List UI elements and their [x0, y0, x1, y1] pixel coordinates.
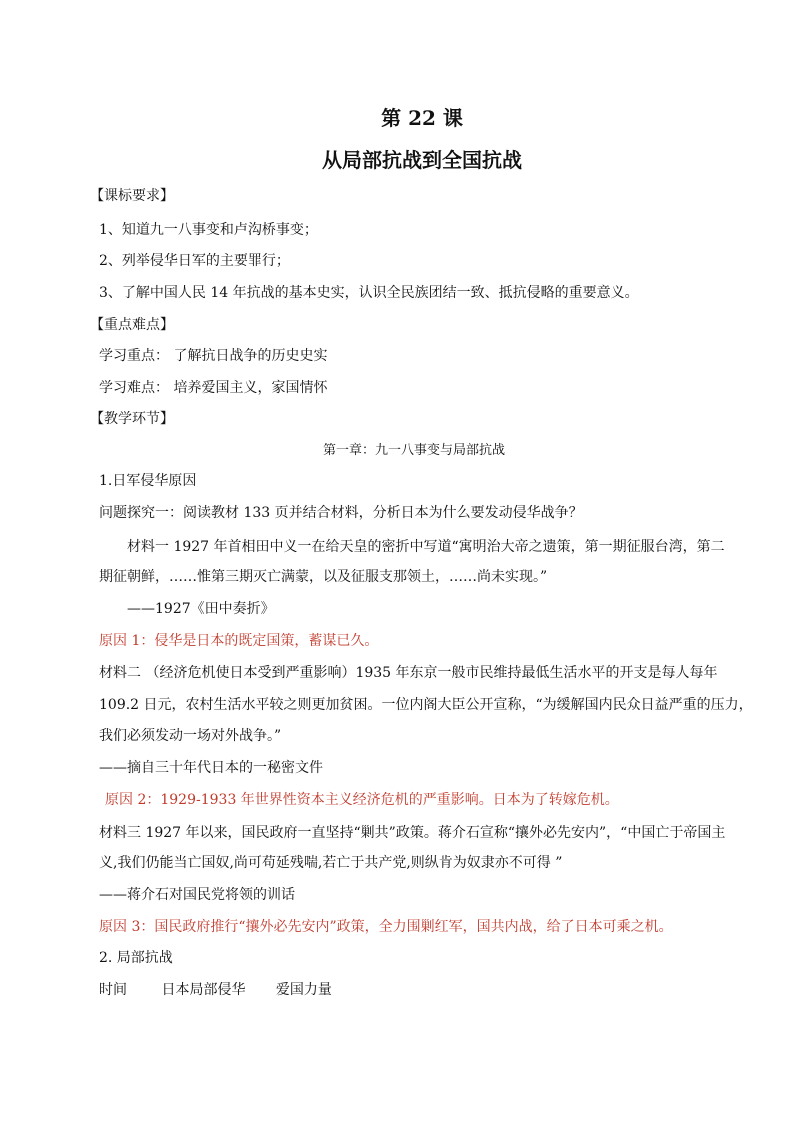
lesson-number: 第 22 课 [381, 106, 463, 130]
teaching-heading: 【教学环节】 [90, 411, 174, 427]
reason-2: 原因 2：1929-1933 年世界性资本主义经济危机的严重影响。日本为了转嫁危机。 [105, 792, 619, 808]
standards-item-3: 3、了解中国人民 14 年抗战的基本史实，认识全民族团结一致、抵抗侵略的重要意义。 [99, 285, 639, 301]
material-3-line-2: 义,我们仍能当亡国奴,尚可苟延残喘,若亡于共产党,则纵肯为奴隶亦不可得 ” [99, 855, 563, 871]
section-local-resistance: 2. 局部抗战 [99, 950, 173, 966]
lesson-title: 从局部抗战到全国抗战 [322, 148, 522, 172]
table-header-time: 时间 [99, 982, 127, 998]
material-2-line-3: 我们必须发动一场对外战争。” [99, 728, 282, 744]
material-3-line-1: 材料三 1927 年以来，国民政府一直坚持“剿共”政策。蒋介石宣称“攘外必先安内”，“中国亡于帝国主 [99, 825, 726, 841]
question-1: 问题探究一：阅读教材 133 页并结合材料，分析日本为什么要发动侵华战争？ [99, 505, 583, 521]
standards-item-1: 1、知道九一八事变和卢沟桥事变； [99, 222, 318, 238]
key-difficulty: 学习难点： 培养爱国主义，家国情怀 [99, 380, 328, 396]
material-2-line-1: 材料二 （经济危机使日本受到严重影响）1935 年东京一般市民维持最低生活水平的开支是每人每年 [99, 665, 718, 681]
chapter-title: 第一章：九一八事变与局部抗战 [322, 443, 505, 458]
material-3-source: ——蒋介石对国民党将领的训话 [99, 887, 295, 903]
table-header-row [99, 980, 332, 1000]
standards-heading: 【课标要求】 [90, 188, 174, 204]
key-focus: 学习重点： 了解抗日战争的历史史实 [99, 348, 328, 364]
material-1-source: ——1927《田中奏折》 [127, 601, 275, 617]
material-2-source: ——摘自三十年代日本的一秘密文件 [99, 760, 323, 776]
material-2-line-2: 109.2 日元，农村生活水平较之则更加贫困。一位内阁大臣公开宣称，“为缓解国内民众日益严重的压力， [99, 697, 753, 713]
keypoints-heading: 【重点难点】 [90, 317, 174, 333]
reason-3: 原因 3：国民政府推行“攘外必先安内”政策，全力围剿红军，国共内战，给了日本可乘之机。 [99, 919, 673, 935]
section-causes: 1.日军侵华原因 [99, 473, 197, 489]
reason-1: 原因 1：侵华是日本的既定国策，蓄谋已久。 [99, 633, 379, 649]
material-1-line-1: 材料一 1927 年首相田中义一在给天皇的密折中写道“寓明治大帝之遗策，第一期征服台湾，第二 [127, 539, 725, 555]
table-header-patriotic: 爱国力量 [275, 982, 332, 998]
material-1-line-2: 期征朝鲜，……惟第三期灭亡满蒙，以及征服支那领土，……尚未实现。” [99, 569, 548, 585]
standards-item-2: 2、列举侵华日军的主要罪行； [99, 253, 290, 269]
table-header-invasion: 日本局部侵华 [161, 982, 246, 998]
